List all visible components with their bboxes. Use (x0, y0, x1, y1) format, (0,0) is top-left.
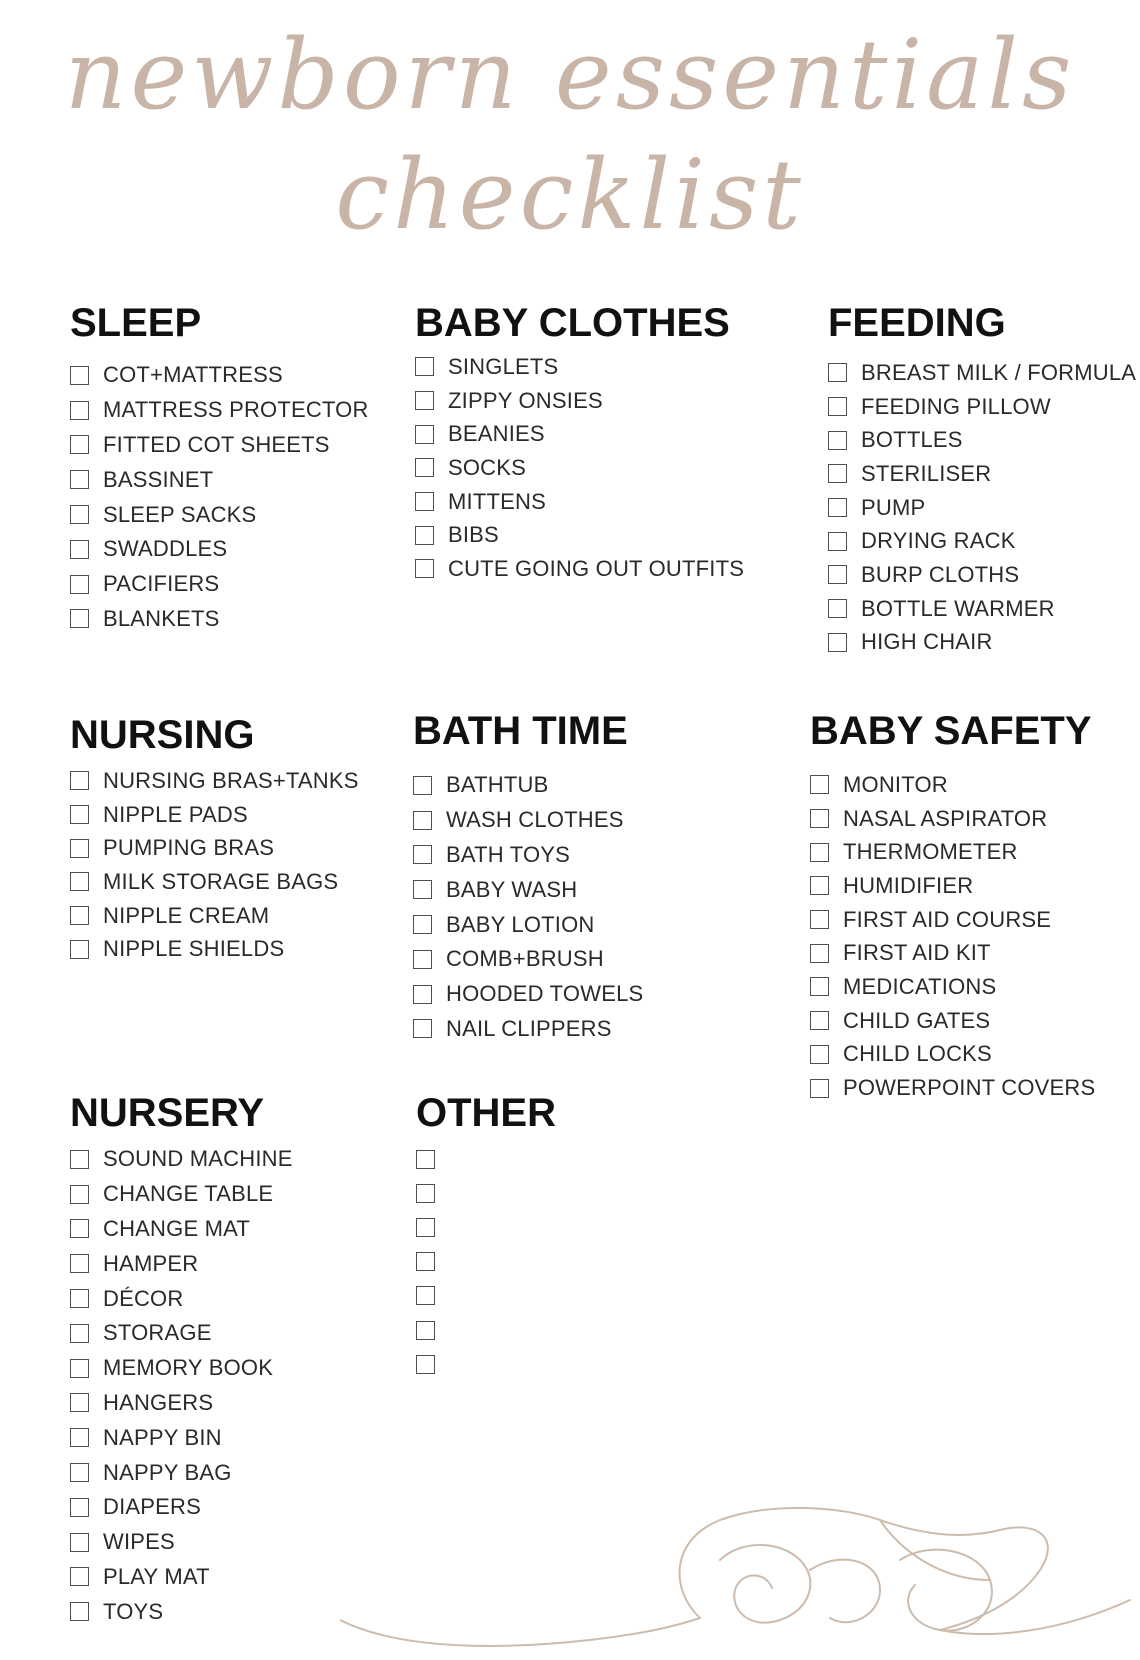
checklist-item (70, 532, 369, 567)
checkbox-icon[interactable] (810, 944, 829, 963)
checklist-item (70, 1351, 293, 1386)
checkbox-icon[interactable] (828, 532, 847, 551)
checklist-item (810, 936, 1095, 970)
checkbox-icon[interactable] (70, 872, 89, 891)
checklist-item-label: SOCKS (448, 454, 527, 480)
checkbox-icon[interactable] (70, 1185, 89, 1204)
section-heading-nursery: NURSERY (70, 1091, 265, 1135)
checkbox-icon[interactable] (70, 1428, 89, 1447)
checklist-item (413, 907, 643, 942)
checklist-item (828, 626, 1136, 660)
checklist-item (413, 872, 643, 907)
checklist-other (416, 1142, 556, 1381)
checkbox-icon[interactable] (70, 470, 89, 489)
checkbox-icon[interactable] (70, 1498, 89, 1517)
checklist-item (70, 1420, 293, 1455)
checklist-item-label: CHILD LOCKS (843, 1041, 992, 1067)
checklist-item (70, 462, 369, 497)
checklist-item-label: CHANGE TABLE (103, 1181, 274, 1207)
checklist-item (810, 869, 1095, 903)
section-nursery (70, 1090, 293, 1629)
checklist-item (70, 1316, 293, 1351)
checklist-nursing (70, 764, 359, 966)
checklist-item-label: BLANKETS (103, 605, 220, 631)
checklist-item (70, 1212, 293, 1247)
checkbox-icon[interactable] (415, 357, 434, 376)
checklist-item-label: BOTTLE WARMER (861, 595, 1055, 621)
checkbox-icon[interactable] (810, 910, 829, 929)
checkbox-icon[interactable] (828, 431, 847, 450)
checklist-item (810, 1004, 1095, 1038)
checkbox-icon[interactable] (70, 1602, 89, 1621)
checklist-item-label: CHANGE MAT (103, 1215, 251, 1241)
checklist-item (70, 899, 359, 933)
checklist-item (415, 350, 744, 384)
checklist-item (415, 518, 744, 552)
checklist-item-label: BATH TOYS (446, 841, 571, 867)
checklist-item-label: FITTED COT SHEETS (103, 431, 330, 457)
checkbox-icon[interactable] (70, 1219, 89, 1238)
section-feeding (828, 300, 1136, 659)
checkbox-icon[interactable] (70, 540, 89, 559)
checklist-item-label: MONITOR (843, 771, 948, 797)
checkbox-icon[interactable] (413, 845, 432, 864)
checklist-item (416, 1347, 556, 1381)
checklist-item (416, 1210, 556, 1244)
checklist-item-label: ZIPPY ONSIES (448, 387, 603, 413)
checklist-item (70, 602, 369, 637)
checklist-item-label: MATTRESS PROTECTOR (103, 397, 369, 423)
checklist-item-label: BASSINET (103, 466, 214, 492)
checklist-item-label: BATHTUB (446, 772, 549, 798)
checklist-item (415, 417, 744, 451)
checklist-item-label: BABY LOTION (446, 911, 595, 937)
checklist-item-label: HUMIDIFIER (843, 872, 974, 898)
checkbox-icon[interactable] (828, 599, 847, 618)
checkbox-icon[interactable] (413, 1019, 432, 1038)
checkbox-icon[interactable] (70, 1324, 89, 1343)
checklist-item (70, 1560, 293, 1595)
checklist-item (810, 1038, 1095, 1072)
checklist-item-label: COMB+BRUSH (446, 946, 604, 972)
checklist-item (413, 838, 643, 873)
checkbox-icon[interactable] (70, 839, 89, 858)
checklist-item (70, 1386, 293, 1421)
section-baby-clothes (415, 300, 744, 586)
checklist-item (70, 1525, 293, 1560)
checkbox-icon[interactable] (70, 401, 89, 420)
checklist-item (828, 592, 1136, 626)
checkbox-icon[interactable] (416, 1286, 435, 1305)
checkbox-icon[interactable] (70, 1254, 89, 1273)
checklist-item-label: BIBS (448, 522, 499, 548)
checklist-item (416, 1142, 556, 1176)
checklist-item (810, 802, 1095, 836)
checkbox-icon[interactable] (415, 492, 434, 511)
checklist-item (70, 798, 359, 832)
checkbox-icon[interactable] (415, 391, 434, 410)
checklist-item-label: BURP CLOTHS (861, 561, 1020, 587)
checkbox-icon[interactable] (413, 880, 432, 899)
checkbox-icon[interactable] (810, 876, 829, 895)
checklist-item (70, 1594, 293, 1629)
checkbox-icon[interactable] (810, 809, 829, 828)
checkbox-icon[interactable] (416, 1321, 435, 1340)
checklist-baby-safety (810, 768, 1095, 1105)
checklist-item-label: COT+MATTRESS (103, 362, 283, 388)
checklist-item-label: CUTE GOING OUT OUTFITS (448, 555, 745, 581)
checklist-item-label: POWERPOINT COVERS (843, 1075, 1096, 1101)
checkbox-icon[interactable] (810, 843, 829, 862)
checklist-item (70, 1490, 293, 1525)
checklist-item-label: NAPPY BIN (103, 1424, 222, 1450)
checklist-item (70, 1142, 293, 1177)
checklist-item (828, 423, 1136, 457)
checkbox-icon[interactable] (810, 1011, 829, 1030)
checklist-item-label: PLAY MAT (103, 1563, 210, 1589)
checklist-item-label: DRYING RACK (861, 528, 1016, 554)
checklist-item-label: WASH CLOTHES (446, 807, 624, 833)
section-nursing (70, 712, 359, 966)
checkbox-icon[interactable] (413, 950, 432, 969)
checkbox-icon[interactable] (70, 1150, 89, 1169)
section-heading-nursing: NURSING (70, 713, 255, 757)
checklist-feeding (828, 356, 1136, 659)
checklist-item-label: HANGERS (103, 1389, 214, 1415)
checkbox-icon[interactable] (413, 776, 432, 795)
checklist-item (415, 552, 744, 586)
checklist-item (70, 428, 369, 463)
checklist-item-label: HAMPER (103, 1250, 199, 1276)
checklist-item-label: NAPPY BAG (103, 1459, 232, 1485)
checkbox-icon[interactable] (810, 1045, 829, 1064)
checkbox-icon[interactable] (70, 940, 89, 959)
checkbox-icon[interactable] (416, 1184, 435, 1203)
checkbox-icon[interactable] (70, 1533, 89, 1552)
checklist-item-label: NURSING BRAS+TANKS (103, 767, 359, 793)
checkbox-icon[interactable] (413, 811, 432, 830)
checklist-item-label: NASAL ASPIRATOR (843, 805, 1048, 831)
section-bath-time (413, 708, 643, 1046)
checklist-item (70, 764, 359, 798)
checklist-item (70, 497, 369, 532)
checklist-item-label: MILK STORAGE BAGS (103, 868, 339, 894)
checklist-baby-clothes (415, 350, 744, 586)
checklist-item (70, 393, 369, 428)
checklist-item (828, 457, 1136, 491)
section-heading-feeding: FEEDING (828, 301, 1006, 345)
checkbox-icon[interactable] (828, 397, 847, 416)
checkbox-icon[interactable] (415, 458, 434, 477)
checklist-item-label: HIGH CHAIR (861, 629, 993, 655)
checkbox-icon[interactable] (416, 1252, 435, 1271)
checkbox-icon[interactable] (413, 915, 432, 934)
section-heading-bath-time: BATH TIME (413, 709, 628, 753)
checklist-item-label: SOUND MACHINE (103, 1146, 293, 1172)
checkbox-icon[interactable] (828, 498, 847, 517)
checklist-item (810, 768, 1095, 802)
checklist-bath-time (413, 768, 643, 1046)
checkbox-icon[interactable] (828, 363, 847, 382)
checklist-item-label: DÉCOR (103, 1285, 184, 1311)
section-baby-safety (810, 708, 1095, 1105)
section-heading-baby-clothes: BABY CLOTHES (415, 301, 730, 345)
checklist-item (413, 803, 643, 838)
checkbox-icon[interactable] (70, 1359, 89, 1378)
checklist-item-label: BABY WASH (446, 876, 578, 902)
checklist-item (415, 384, 744, 418)
checklist-item-label: STERILISER (861, 460, 992, 486)
checklist-item (828, 558, 1136, 592)
checklist-item (810, 835, 1095, 869)
checklist-item-label: DIAPERS (103, 1494, 201, 1520)
checklist-item (810, 903, 1095, 937)
checklist-item-label: PUMP (861, 494, 926, 520)
checkbox-icon[interactable] (70, 366, 89, 385)
checklist-item (416, 1176, 556, 1210)
checklist-item (415, 451, 744, 485)
checkbox-icon[interactable] (416, 1150, 435, 1169)
checkbox-icon[interactable] (415, 559, 434, 578)
section-heading-other: OTHER (416, 1091, 556, 1135)
checklist-item (70, 932, 359, 966)
checklist-item-label: WIPES (103, 1529, 175, 1555)
checklist-item (70, 1246, 293, 1281)
checklist-item-label: MEMORY BOOK (103, 1355, 274, 1381)
checklist-item (415, 485, 744, 519)
checkbox-icon[interactable] (810, 977, 829, 996)
sleeping-baby-line-art-icon (340, 1500, 1140, 1660)
checklist-item (416, 1245, 556, 1279)
checklist-item-label: MITTENS (448, 488, 546, 514)
checkbox-icon[interactable] (70, 1463, 89, 1482)
checklist-item-label: NAIL CLIPPERS (446, 1015, 612, 1041)
checklist-item (70, 358, 369, 393)
checkbox-icon[interactable] (70, 906, 89, 925)
checkbox-icon[interactable] (70, 1289, 89, 1308)
checklist-nursery (70, 1142, 293, 1629)
checkbox-icon[interactable] (828, 565, 847, 584)
checkbox-icon[interactable] (70, 575, 89, 594)
checklist-item-label: BREAST MILK / FORMULA (861, 359, 1137, 385)
page-title-line-1: newborn essentials (64, 19, 1076, 131)
section-heading-baby-safety: BABY SAFETY (810, 709, 1092, 753)
checkbox-icon[interactable] (413, 985, 432, 1004)
checkbox-icon[interactable] (810, 1079, 829, 1098)
checklist-item (70, 1455, 293, 1490)
checklist-item (413, 768, 643, 803)
checklist-item-label: NIPPLE SHIELDS (103, 936, 285, 962)
checklist-item-label: TOYS (103, 1598, 164, 1624)
checklist-item-label: FIRST AID COURSE (843, 906, 1052, 932)
checkbox-icon[interactable] (416, 1218, 435, 1237)
section-heading-sleep: SLEEP (70, 301, 202, 345)
checkbox-icon[interactable] (70, 435, 89, 454)
checklist-item-label: FEEDING PILLOW (861, 393, 1051, 419)
checklist-item (828, 390, 1136, 424)
checklist-item (70, 865, 359, 899)
checklist-item (828, 524, 1136, 558)
checklist-item (810, 1071, 1095, 1105)
checklist-item-label: PUMPING BRAS (103, 835, 275, 861)
checklist-item (413, 942, 643, 977)
checklist-item-label: NIPPLE CREAM (103, 902, 270, 928)
checklist-item-label: CHILD GATES (843, 1007, 991, 1033)
checklist-item (810, 970, 1095, 1004)
checkbox-icon[interactable] (415, 425, 434, 444)
section-other (416, 1090, 556, 1381)
checklist-item-label: MEDICATIONS (843, 973, 997, 999)
checklist-item (828, 356, 1136, 390)
checkbox-icon[interactable] (810, 775, 829, 794)
checklist-item (70, 567, 369, 602)
checklist-item-label: THERMOMETER (843, 839, 1018, 865)
checklist-item-label: FIRST AID KIT (843, 940, 991, 966)
section-sleep (70, 300, 369, 636)
checklist-item-label: PACIFIERS (103, 571, 220, 597)
checklist-item (70, 1177, 293, 1212)
checklist-item (416, 1279, 556, 1313)
checkbox-icon[interactable] (70, 805, 89, 824)
checkbox-icon[interactable] (70, 1567, 89, 1586)
checkbox-icon[interactable] (70, 505, 89, 524)
checkbox-icon[interactable] (70, 609, 89, 628)
checklist-item-label: SWADDLES (103, 536, 228, 562)
checkbox-icon[interactable] (70, 771, 89, 790)
checklist-item-label: BEANIES (448, 421, 545, 447)
checklist-item-label: BOTTLES (861, 427, 963, 453)
checklist-item (828, 491, 1136, 525)
checkbox-icon[interactable] (828, 464, 847, 483)
page-title-line-2: checklist (335, 139, 805, 251)
checklist-sleep (70, 358, 369, 636)
checklist-item-label: SINGLETS (448, 353, 559, 379)
checklist-item (70, 831, 359, 865)
checklist-item (70, 1281, 293, 1316)
checkbox-icon[interactable] (70, 1393, 89, 1412)
checklist-item (413, 977, 643, 1012)
checkbox-icon[interactable] (828, 633, 847, 652)
checklist-item-label: SLEEP SACKS (103, 501, 257, 527)
checkbox-icon[interactable] (416, 1355, 435, 1374)
checkbox-icon[interactable] (415, 526, 434, 545)
checklist-item-label: NIPPLE PADS (103, 801, 248, 827)
checklist-item-label: HOODED TOWELS (446, 981, 644, 1007)
checklist-item (416, 1313, 556, 1347)
checklist-item-label: STORAGE (103, 1320, 212, 1346)
checklist-item (413, 1012, 643, 1047)
